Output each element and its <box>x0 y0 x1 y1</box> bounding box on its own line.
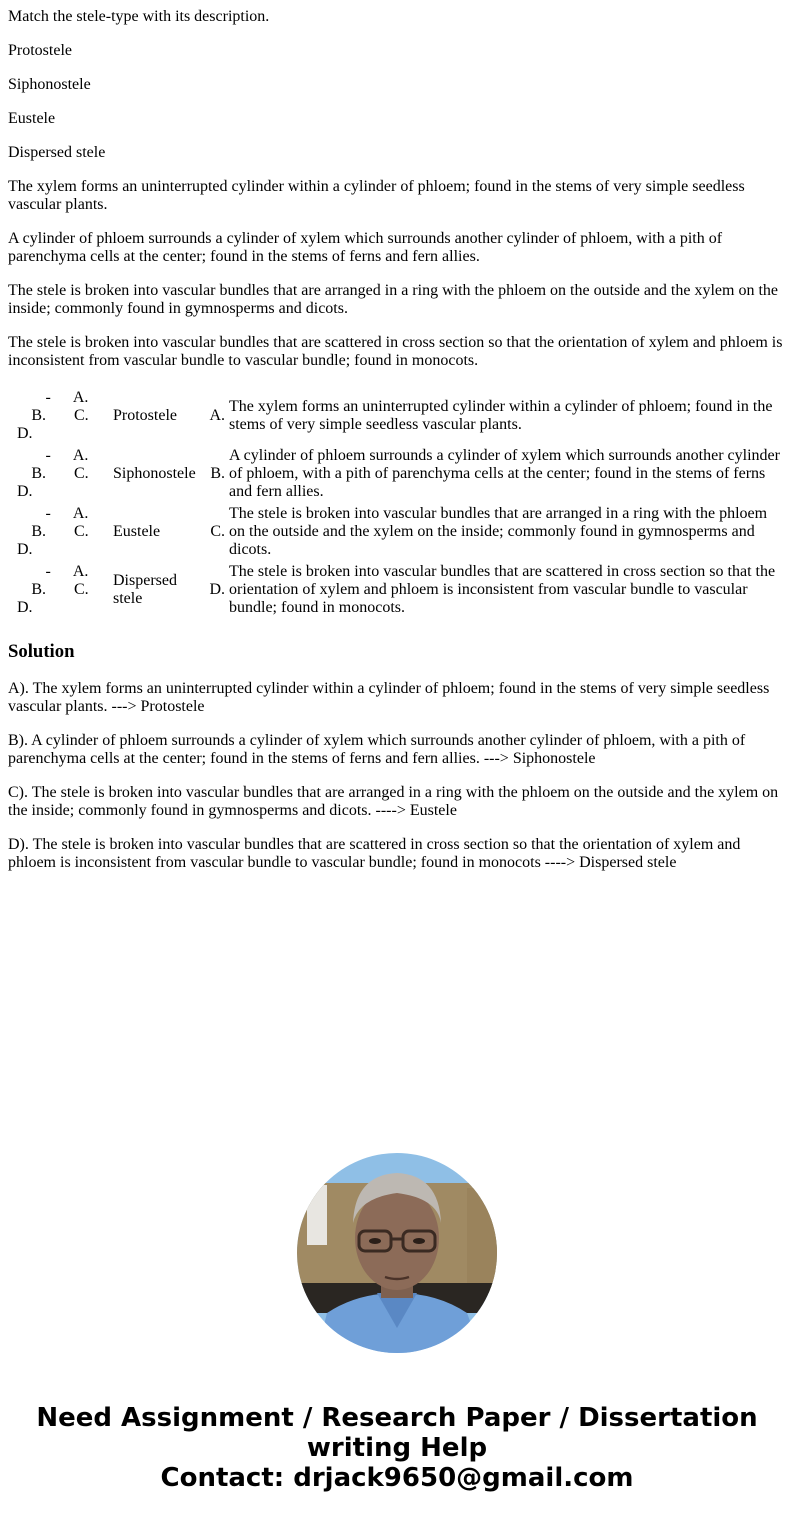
description-text: The xylem forms an uninterrupted cylinder within a cylinder of phloem; found in the stems of very simple seedless vascular plants. <box>229 398 773 433</box>
select-option[interactable]: D. <box>17 483 33 500</box>
answer-select-siphonostele[interactable] <box>13 447 105 501</box>
promo-line-1: Need Assignment / Research Paper / Dissertation <box>36 1403 758 1433</box>
select-option[interactable]: A. <box>72 505 89 522</box>
person-portrait-icon <box>297 1153 497 1353</box>
select-option[interactable]: B. <box>31 523 46 540</box>
description-text: The stele is broken into vascular bundles that are scattered in cross section so that the orientation of xylem and phloem is inconsistent from vascular bundle to vascular bundle; found in monocots. <box>229 563 776 616</box>
select-option[interactable]: C. <box>74 581 89 598</box>
description-d: The stele is broken into vascular bundles that are scattered in cross section so that the orientation of xylem and phloem is inconsistent from vascular bundle to vascular bundle; found in monocots. <box>8 334 783 369</box>
solution-answer-a: A). The xylem forms an uninterrupted cylinder within a cylinder of phloem; found in the stems of very simple seedless vascular plants. ---> Protostele <box>8 680 770 715</box>
match-row <box>12 446 782 502</box>
select-option[interactable]: - <box>45 447 51 464</box>
answer-select-dispersed-stele[interactable] <box>13 563 105 617</box>
term-dispersed-stele: Dispersed stele <box>8 144 106 161</box>
answer-select-cell <box>12 446 110 502</box>
select-option[interactable]: - <box>45 505 51 522</box>
description-b: A cylinder of phloem surrounds a cylinder of xylem which surrounds another cylinder of phloem, with a pith of parenchyma cells at the center; found in the stems of ferns and fern allies. <box>8 230 723 265</box>
answer-select-cell <box>12 562 110 618</box>
solution-answer-b: B). A cylinder of phloem surrounds a cylinder of xylem which surrounds another cylinder of phloem, with a pith of parenchyma cells at the center; found in the stems of ferns and fern allies. ---> Siphonostele <box>8 732 746 767</box>
question-prompt: Match the stele-type with its description. <box>8 8 270 25</box>
select-option[interactable]: B. <box>31 407 46 424</box>
select-option[interactable]: D. <box>17 541 33 558</box>
solution-answer-c: C). The stele is broken into vascular bundles that are arranged in a ring with the phloem on the outside and the xylem on the inside; commonly found in gymnosperms and dicots. ----> Eustele <box>8 784 779 819</box>
description-c: The stele is broken into vascular bundles that are arranged in a ring with the phloem on the outside and the xylem on the inside; commonly found in gymnosperms and dicots. <box>8 282 779 317</box>
match-row <box>12 562 782 618</box>
term-label: Protostele <box>113 407 177 424</box>
select-option[interactable]: D. <box>17 425 33 442</box>
select-option[interactable]: - <box>45 563 51 580</box>
description-text: A cylinder of phloem surrounds a cylinder of xylem which surrounds another cylinder of phloem, with a pith of parenchyma cells at the center; found in the stems of ferns and fern allies. <box>229 447 780 500</box>
select-option[interactable]: B. <box>31 581 46 598</box>
term-siphonostele: Siphonostele <box>8 76 91 93</box>
term-eustele: Eustele <box>8 110 56 127</box>
answer-select-cell <box>12 504 110 560</box>
match-row <box>12 388 782 444</box>
solution-heading: Solution <box>8 641 75 662</box>
term-label: Eustele <box>113 523 161 540</box>
select-option[interactable]: D. <box>17 599 33 616</box>
select-option[interactable]: C. <box>74 465 89 482</box>
description-text: The stele is broken into vascular bundles that are arranged in a ring with the phloem on the outside and the xylem on the inside; commonly found in gymnosperms and dicots. <box>229 505 768 558</box>
promo-contact: Contact: drjack9650@gmail.com <box>160 1463 634 1493</box>
term-label: Siphonostele <box>113 465 196 482</box>
select-option[interactable]: - <box>45 389 51 406</box>
description-letter: C. <box>210 523 225 540</box>
match-row <box>12 504 782 560</box>
select-option[interactable]: C. <box>74 407 89 424</box>
avatar <box>297 1153 497 1353</box>
description-letter: B. <box>210 465 225 482</box>
description-letter: D. <box>209 581 225 598</box>
answer-select-eustele[interactable] <box>13 505 105 559</box>
match-table <box>10 386 784 620</box>
description-a: The xylem forms an uninterrupted cylinder within a cylinder of phloem; found in the stems of very simple seedless vascular plants. <box>8 178 745 213</box>
select-option[interactable]: A. <box>72 447 89 464</box>
select-option[interactable]: B. <box>31 465 46 482</box>
select-option[interactable]: C. <box>74 523 89 540</box>
select-option[interactable]: A. <box>72 389 89 406</box>
answer-select-cell <box>12 388 110 444</box>
promo-line-2: writing Help <box>306 1433 488 1463</box>
select-option[interactable]: A. <box>72 563 89 580</box>
description-letter: A. <box>209 407 225 424</box>
answer-select-protostele[interactable] <box>13 389 105 443</box>
term-label: Dispersed stele <box>113 572 177 607</box>
solution-answer-d: D). The stele is broken into vascular bundles that are scattered in cross section so that the orientation of xylem and phloem is inconsistent from vascular bundle to vascular bundle; found in monocots ----> Dispersed stele <box>8 836 741 871</box>
term-protostele: Protostele <box>8 42 72 59</box>
promo-banner <box>0 1403 794 1493</box>
